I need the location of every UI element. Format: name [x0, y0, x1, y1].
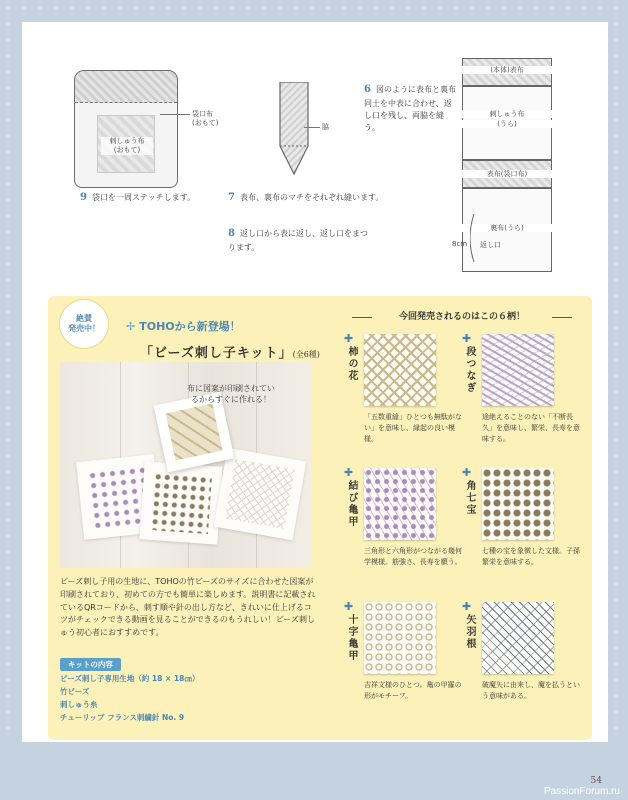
- list-item: ビーズ刺し子専用生地（約 18 × 18㎝）: [60, 674, 200, 683]
- patterns-heading: 今回発売されるのはこの６柄！: [344, 306, 580, 328]
- cross-icon: ✚: [344, 466, 354, 479]
- pattern-swatch: [364, 602, 436, 674]
- return-opening-label: 返し口: [480, 241, 501, 249]
- list-item: 竹ビーズ: [60, 687, 90, 697]
- pattern-swatch: [482, 602, 554, 674]
- sparkle-icon: ✢: [126, 320, 136, 333]
- photo-caption-bubble: 布に図案が印刷されているからすぐに作れる！: [187, 384, 275, 404]
- pattern-swatch: [482, 468, 554, 540]
- pattern-musubi-kikko: ✚ 結び亀甲 三角形と六角形がつながる幾何学模様。筋強さ、長寿を願う。: [344, 466, 462, 566]
- pouch-illustration: [74, 70, 178, 188]
- embroidery-sub-label: (うら): [462, 120, 552, 128]
- pattern-swatch: [482, 334, 554, 406]
- pattern-yabane: ✚ 矢羽根 破魔矢に由来し、魔を払うという意味がある。: [462, 600, 580, 700]
- pattern-juji-kikko: ✚ 十字亀甲 吉祥文様のひとつ。亀の甲羅の形がモチーフ。: [344, 600, 462, 700]
- dimension-label: 8cm: [452, 240, 468, 248]
- step-6: 6 図のように表布と裏布同士を中表に合わせ、返し口を残し、両脇を縫う。: [364, 84, 456, 133]
- side-seam-label: 脇: [322, 123, 329, 131]
- pattern-dan-tsunagi: ✚ 段つなぎ 途絶えることのない「不断長久」を意味し、繁栄、長寿を意味する。: [462, 332, 580, 443]
- embroidery-label: 刺しゅう布: [462, 110, 552, 118]
- cross-icon: ✚: [344, 600, 354, 613]
- watermark-text: PassionForum.ru: [543, 786, 620, 797]
- bottom-band: [0, 742, 628, 800]
- pattern-swatch: [364, 334, 436, 406]
- pouch-opening-label: 袋口布 (おもて): [192, 110, 219, 128]
- lining-label: 裏布(うら): [462, 224, 552, 232]
- return-opening-mark: [470, 212, 510, 266]
- pattern-kaki-no-hana: ✚ 柿の花 「五数重縫」ひとつも無駄がない」を意味し、縁起の良い模様。: [344, 332, 462, 443]
- step-9: 9 袋口を一周ステッチします。: [80, 192, 196, 203]
- panel-label: 刺しゅう布 (おもて): [101, 137, 153, 155]
- step-8: 8 返し口から表に返し、返し口をまつります。: [228, 228, 368, 252]
- pattern-kaku-shippo: ✚ 角七宝 七種の宝を象徴した文様。子孫繁栄を意味する。: [462, 466, 580, 566]
- cross-icon: ✚: [344, 332, 354, 345]
- pouch-opening-band: [75, 71, 177, 103]
- page-number: 54: [590, 776, 602, 786]
- cross-icon: ✚: [462, 600, 472, 613]
- cross-icon: ✚: [462, 332, 472, 345]
- list-item: チューリップ フランス刺繍針 No. 9: [60, 713, 185, 723]
- outer-top-label: (本体)表布: [462, 66, 552, 74]
- step-7: 7 表布、裏布のマチをそれぞれ縫います。: [228, 192, 384, 203]
- kit-title: 「ビーズ刺し子キット」(全6種): [140, 346, 320, 361]
- list-item: 刺しゅう糸: [60, 700, 98, 710]
- cross-icon: ✚: [462, 466, 472, 479]
- side-leader-line: [304, 127, 320, 128]
- on-sale-badge: 絶賛 発売中！: [60, 300, 108, 348]
- kit-contents-label: キットの内容: [60, 658, 121, 671]
- kit-brand-heading: ✢ TOHOから新登場！: [126, 320, 241, 333]
- pattern-swatch: [364, 468, 436, 540]
- cloth-sample-printed: [214, 448, 307, 541]
- pouch-leader-line: [160, 114, 190, 115]
- cloth-sample-brown: [139, 461, 222, 544]
- kit-description: ビーズ刺し子用の生地に、TOHOの竹ビーズのサイズに合わせた図案が印刷されており、初めての方でも簡単に楽しめます。説明書に記載されているQRコードから、刺す順や針の出し方など、きれいに仕上げるコツがチェックできる動画を見ることができるのもうれしい！ビーズ刺しゅう初心者におすすめです。: [60, 577, 316, 638]
- opening-label: 表布(袋口布): [462, 170, 552, 178]
- kit-contents-list: [60, 672, 199, 725]
- gusset-illustration: [276, 82, 312, 178]
